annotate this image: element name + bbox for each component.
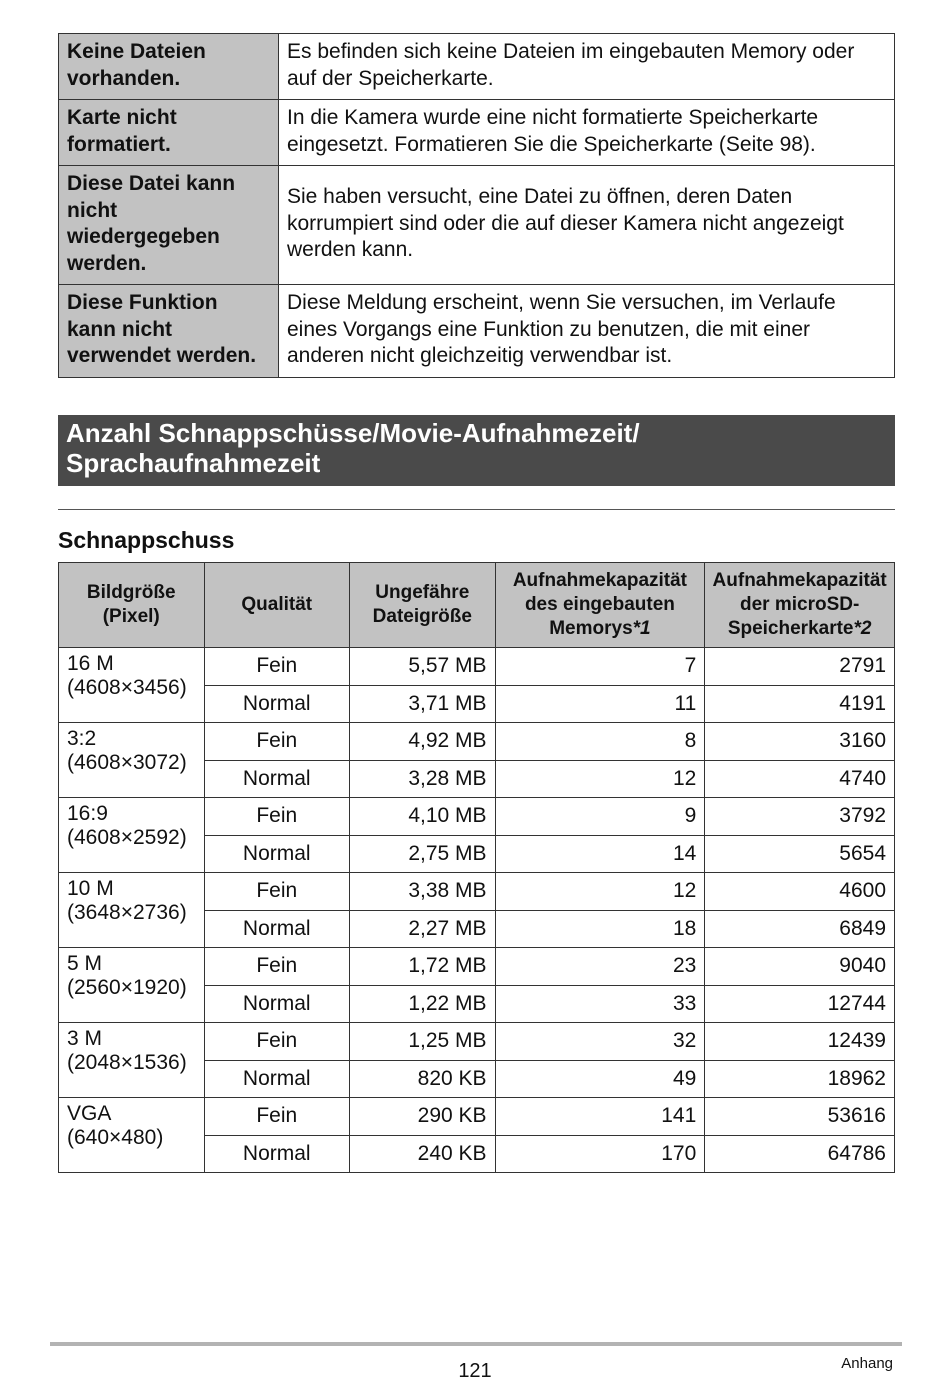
image-size-cell	[59, 1098, 205, 1173]
image-pixels-label: (3648×2736)	[67, 900, 187, 924]
file-size-cell: 3,71 MB	[350, 685, 496, 723]
quality-cell: Normal	[204, 760, 350, 798]
header-line: Ungefähre	[375, 582, 470, 603]
internal-capacity-cell: 23	[495, 948, 705, 986]
file-size-cell: 3,28 MB	[350, 760, 496, 798]
message-row	[59, 34, 895, 100]
header-line: Qualität	[241, 594, 313, 615]
image-size-label: 3 M	[67, 1027, 103, 1050]
footnote-marker: *1	[632, 618, 651, 639]
table-body	[59, 648, 895, 1173]
table-row	[59, 798, 895, 836]
section-title-line2: Sprachaufnahmezeit	[66, 448, 321, 478]
file-size-cell: 1,25 MB	[350, 1023, 496, 1061]
message-description: Diese Meldung erscheint, wenn Sie versuchen, im Verlaufe eines Vorgangs eine Funktion zu benutzen, die mit einer anderen nicht gleichzeitig verwendbar ist.	[279, 285, 895, 378]
column-header-file-size	[350, 563, 496, 648]
quality-cell: Fein	[204, 1098, 350, 1136]
file-size-cell: 4,10 MB	[350, 798, 496, 836]
column-header-image-size	[59, 563, 205, 648]
image-size-label: VGA	[67, 1102, 112, 1125]
card-capacity-cell: 6849	[705, 910, 895, 948]
file-size-cell: 3,38 MB	[350, 873, 496, 911]
file-size-cell: 2,75 MB	[350, 835, 496, 873]
message-row	[59, 100, 895, 166]
header-text: Speicherkarte	[727, 618, 854, 639]
image-size-cell	[59, 648, 205, 723]
image-size-cell	[59, 873, 205, 948]
internal-capacity-cell: 141	[495, 1098, 705, 1136]
card-capacity-cell: 53616	[705, 1098, 895, 1136]
image-size-label: 5 M	[67, 952, 103, 975]
header-line	[709, 617, 890, 641]
image-size-label: 16 M	[67, 652, 114, 675]
file-size-cell: 240 KB	[350, 1135, 496, 1173]
section-heading	[58, 415, 895, 486]
quality-cell: Fein	[204, 798, 350, 836]
internal-capacity-cell: 12	[495, 873, 705, 911]
file-size-cell: 4,92 MB	[350, 723, 496, 761]
quality-cell: Fein	[204, 723, 350, 761]
message-key: Keine Dateien vorhanden.	[59, 34, 279, 100]
message-description: Sie haben versucht, eine Datei zu öffnen, deren Daten korrumpiert sind oder die auf dieser Kamera nicht angezeigt werden kann.	[279, 166, 895, 285]
table-row	[59, 1098, 895, 1136]
table-row	[59, 873, 895, 911]
image-size-label: 10 M	[67, 877, 114, 900]
table-row	[59, 648, 895, 686]
quality-cell: Normal	[204, 1135, 350, 1173]
file-size-cell: 1,22 MB	[350, 985, 496, 1023]
card-capacity-cell: 12744	[705, 985, 895, 1023]
card-capacity-cell: 64786	[705, 1135, 895, 1173]
message-description: Es befinden sich keine Dateien im eingebauten Memory oder auf der Speicherkarte.	[279, 34, 895, 100]
page-number: 121	[458, 1360, 492, 1382]
quality-cell: Fein	[204, 873, 350, 911]
header-line: Dateigröße	[372, 606, 472, 627]
card-capacity-cell: 12439	[705, 1023, 895, 1061]
message-description: In die Kamera wurde eine nicht formatierte Speicherkarte eingesetzt. Formatieren Sie die Speicherkarte (Seite 98).	[279, 100, 895, 166]
file-size-cell: 820 KB	[350, 1060, 496, 1098]
file-size-cell: 5,57 MB	[350, 648, 496, 686]
card-capacity-cell: 9040	[705, 948, 895, 986]
message-key: Diese Datei kann nicht wiedergegeben werden.	[59, 166, 279, 285]
footer-section-label: Anhang	[841, 1355, 893, 1372]
internal-capacity-cell: 49	[495, 1060, 705, 1098]
quality-cell: Normal	[204, 1060, 350, 1098]
message-row	[59, 166, 895, 285]
card-capacity-cell: 3160	[705, 723, 895, 761]
card-capacity-cell: 2791	[705, 648, 895, 686]
quality-cell: Normal	[204, 985, 350, 1023]
internal-capacity-cell: 12	[495, 760, 705, 798]
internal-capacity-cell: 7	[495, 648, 705, 686]
section-title-line1: Anzahl Schnappschüsse/Movie-Aufnahmezeit/	[66, 418, 640, 448]
internal-capacity-cell: 8	[495, 723, 705, 761]
header-line: der microSD-	[739, 594, 860, 615]
internal-capacity-cell: 33	[495, 985, 705, 1023]
subheading: Schnappschuss	[58, 527, 235, 553]
message-key: Karte nicht formatiert.	[59, 100, 279, 166]
image-size-cell	[59, 1023, 205, 1098]
quality-cell: Fein	[204, 948, 350, 986]
image-pixels-label: (2560×1920)	[67, 975, 187, 999]
internal-capacity-cell: 170	[495, 1135, 705, 1173]
card-capacity-cell: 18962	[705, 1060, 895, 1098]
image-size-label: 3:2	[67, 727, 97, 750]
internal-capacity-cell: 9	[495, 798, 705, 836]
image-pixels-label: (4608×2592)	[67, 825, 187, 849]
card-capacity-cell: 3792	[705, 798, 895, 836]
internal-capacity-cell: 18	[495, 910, 705, 948]
file-size-cell: 2,27 MB	[350, 910, 496, 948]
table-row	[59, 948, 895, 986]
image-size-label: 16:9	[67, 802, 108, 825]
header-line: Aufnahmekapazität	[712, 570, 887, 591]
header-line: des eingebauten	[524, 594, 675, 615]
table-row	[59, 723, 895, 761]
column-header-microsd-card	[705, 563, 895, 648]
footnote-marker: *2	[853, 618, 872, 639]
message-table	[58, 33, 895, 378]
image-size-cell	[59, 798, 205, 873]
file-size-cell: 290 KB	[350, 1098, 496, 1136]
header-line: Aufnahmekapazität	[512, 570, 688, 591]
image-pixels-label: (2048×1536)	[67, 1050, 187, 1074]
image-size-cell	[59, 948, 205, 1023]
internal-capacity-cell: 11	[495, 685, 705, 723]
column-header-internal-memory	[495, 563, 705, 648]
table-row	[59, 1023, 895, 1061]
column-header-quality	[204, 563, 350, 648]
card-capacity-cell: 4740	[705, 760, 895, 798]
header-line: Bildgröße	[86, 582, 176, 603]
header-line	[500, 617, 701, 641]
quality-cell: Fein	[204, 1023, 350, 1061]
message-key: Diese Funktion kann nicht verwendet werden.	[59, 285, 279, 378]
message-row	[59, 285, 895, 378]
footer-divider	[50, 1342, 902, 1346]
quality-cell: Normal	[204, 910, 350, 948]
image-pixels-label: (4608×3072)	[67, 750, 187, 774]
card-capacity-cell: 4191	[705, 685, 895, 723]
table-header-row	[59, 563, 895, 648]
image-size-cell	[59, 723, 205, 798]
internal-capacity-cell: 32	[495, 1023, 705, 1061]
header-text: Memorys	[549, 618, 633, 639]
image-pixels-label: (640×480)	[67, 1125, 164, 1149]
divider	[58, 509, 895, 510]
quality-cell: Normal	[204, 685, 350, 723]
quality-cell: Fein	[204, 648, 350, 686]
header-line: (Pixel)	[102, 606, 160, 627]
internal-capacity-cell: 14	[495, 835, 705, 873]
quality-cell: Normal	[204, 835, 350, 873]
card-capacity-cell: 4600	[705, 873, 895, 911]
file-size-cell: 1,72 MB	[350, 948, 496, 986]
capacity-table	[58, 562, 895, 1173]
card-capacity-cell: 5654	[705, 835, 895, 873]
image-pixels-label: (4608×3456)	[67, 675, 187, 699]
